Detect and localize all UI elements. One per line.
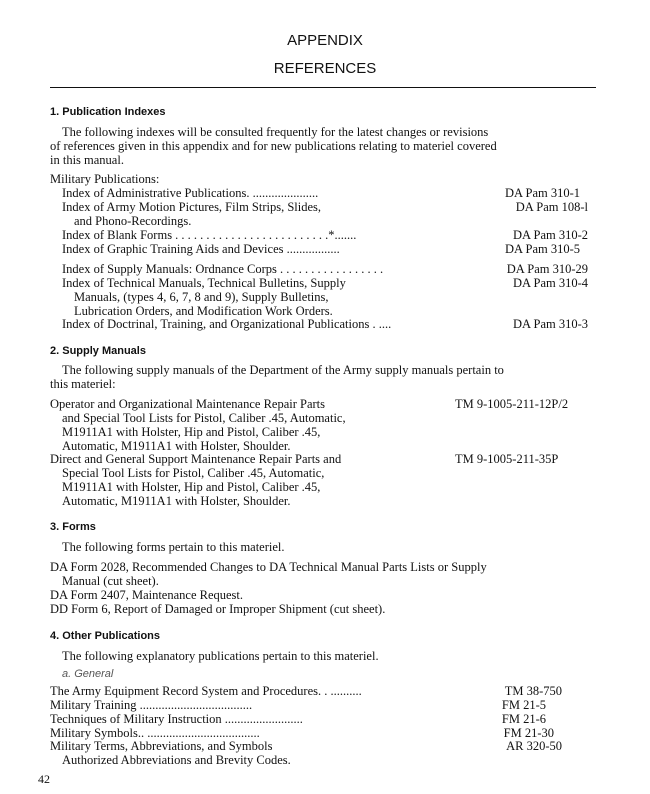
section-2-heading: 2. Supply Manuals xyxy=(50,345,146,357)
form-entry-cont: Manual (cut sheet). xyxy=(62,574,159,588)
supply-manual-entry-cont: M1911A1 with Holster, Hip and Pistol, Caliber .45, xyxy=(62,480,321,494)
index-entry: Index of Supply Manuals: Ordnance Corps . . . . . . . . . . . . . . . . . xyxy=(62,262,384,276)
page-number: 42 xyxy=(38,772,50,786)
s2-intro-line: this materiel: xyxy=(50,377,116,391)
publication-ref: AR 320-50 xyxy=(506,739,562,753)
publication-entry: Military Training .................................... xyxy=(50,698,253,712)
index-entry: Index of Administrative Publications. ..................... xyxy=(62,186,319,200)
supply-manual-entry-cont: Special Tool Lists for Pistol, Caliber .45, Automatic, xyxy=(62,466,325,480)
s1-intro-line: in this manual. xyxy=(50,153,124,167)
publication-ref: FM 21-6 xyxy=(501,712,546,726)
supply-manual-ref: TM 9-1005-211-12P/2 xyxy=(455,397,569,411)
section-3-heading: 3. Forms xyxy=(50,521,96,533)
index-entry: Index of Doctrinal, Training, and Organizational Publications . .... xyxy=(62,317,392,331)
s1-intro-line: The following indexes will be consulted frequently for the latest changes or revisions xyxy=(62,125,489,139)
supply-manual-entry-cont: Automatic, M1911A1 with Holster, Shoulder. xyxy=(62,439,291,453)
section-4-heading: 4. Other Publications xyxy=(50,630,161,642)
supply-manual-entry-cont: M1911A1 with Holster, Hip and Pistol, Caliber .45, xyxy=(62,425,321,439)
index-ref: DA Pam 310-1 xyxy=(505,186,580,200)
index-entry: Index of Graphic Training Aids and Devices ................. xyxy=(62,242,340,256)
index-ref: DA Pam 310-4 xyxy=(513,276,588,290)
publication-ref: TM 38-750 xyxy=(504,684,562,698)
publication-entry: The Army Equipment Record System and Procedures. . .......... xyxy=(50,684,362,698)
index-ref: DA Pam 310-5 xyxy=(505,242,580,256)
form-entry: DA Form 2407, Maintenance Request. xyxy=(50,588,244,602)
references-title: REFERENCES xyxy=(273,60,377,77)
supply-manual-entry-cont: Automatic, M1911A1 with Holster, Shoulder. xyxy=(62,494,291,508)
publication-entry: Techniques of Military Instruction ......................... xyxy=(50,712,303,726)
publication-entry: Military Terms, Abbreviations, and Symbols xyxy=(50,739,273,753)
publication-entry: Authorized Abbreviations and Brevity Codes. xyxy=(62,753,291,767)
index-entry-cont: Manuals, (types 4, 6, 7, 8 and 9), Supply Bulletins, xyxy=(74,290,329,304)
index-entry-cont: Lubrication Orders, and Modification Work Orders. xyxy=(74,304,333,318)
index-entry: Index of Blank Forms . . . . . . . . . . . . . . . . . . . . . . . . .*....... xyxy=(62,228,357,242)
appendix-title: APPENDIX xyxy=(287,32,363,49)
s1-intro-line: of references given in this appendix and for new publications relating to materiel covered xyxy=(50,139,497,153)
index-ref: DA Pam 310-3 xyxy=(513,317,588,331)
supply-manual-entry-cont: and Special Tool Lists for Pistol, Caliber .45, Automatic, xyxy=(62,411,346,425)
s2-intro-line: The following supply manuals of the Department of the Army supply manuals pertain to xyxy=(62,363,504,377)
index-entry-cont: and Phono-Recordings. xyxy=(74,214,192,228)
index-entry: Index of Army Motion Pictures, Film Strips, Slides, xyxy=(62,200,322,214)
index-ref: DA Pam 108-l xyxy=(515,200,588,214)
index-ref: DA Pam 310-29 xyxy=(506,262,588,276)
form-entry: DA Form 2028, Recommended Changes to DA Technical Manual Parts Lists or Supply xyxy=(50,560,487,574)
supply-manual-entry: Operator and Organizational Maintenance Repair Parts xyxy=(50,397,326,411)
s3-intro: The following forms pertain to this materiel. xyxy=(62,540,285,554)
section-1-heading: 1. Publication Indexes xyxy=(50,106,166,118)
publication-entry: Military Symbols.. .................................... xyxy=(50,726,260,740)
s4-subheading: a. General xyxy=(62,668,114,680)
publication-ref: FM 21-5 xyxy=(501,698,546,712)
index-entry: Index of Technical Manuals, Technical Bulletins, Supply xyxy=(62,276,346,290)
supply-manual-entry: Direct and General Support Maintenance Repair Parts and xyxy=(50,452,342,466)
index-ref: DA Pam 310-2 xyxy=(513,228,588,242)
s4-intro: The following explanatory publications pertain to this materiel. xyxy=(62,649,379,663)
form-entry: DD Form 6, Report of Damaged or Improper Shipment (cut sheet). xyxy=(50,602,386,616)
supply-manual-ref: TM 9-1005-211-35P xyxy=(455,452,559,466)
publication-ref: FM 21-30 xyxy=(503,726,554,740)
s1-group-label: Military Publications: xyxy=(50,172,160,186)
title-rule xyxy=(50,87,596,88)
